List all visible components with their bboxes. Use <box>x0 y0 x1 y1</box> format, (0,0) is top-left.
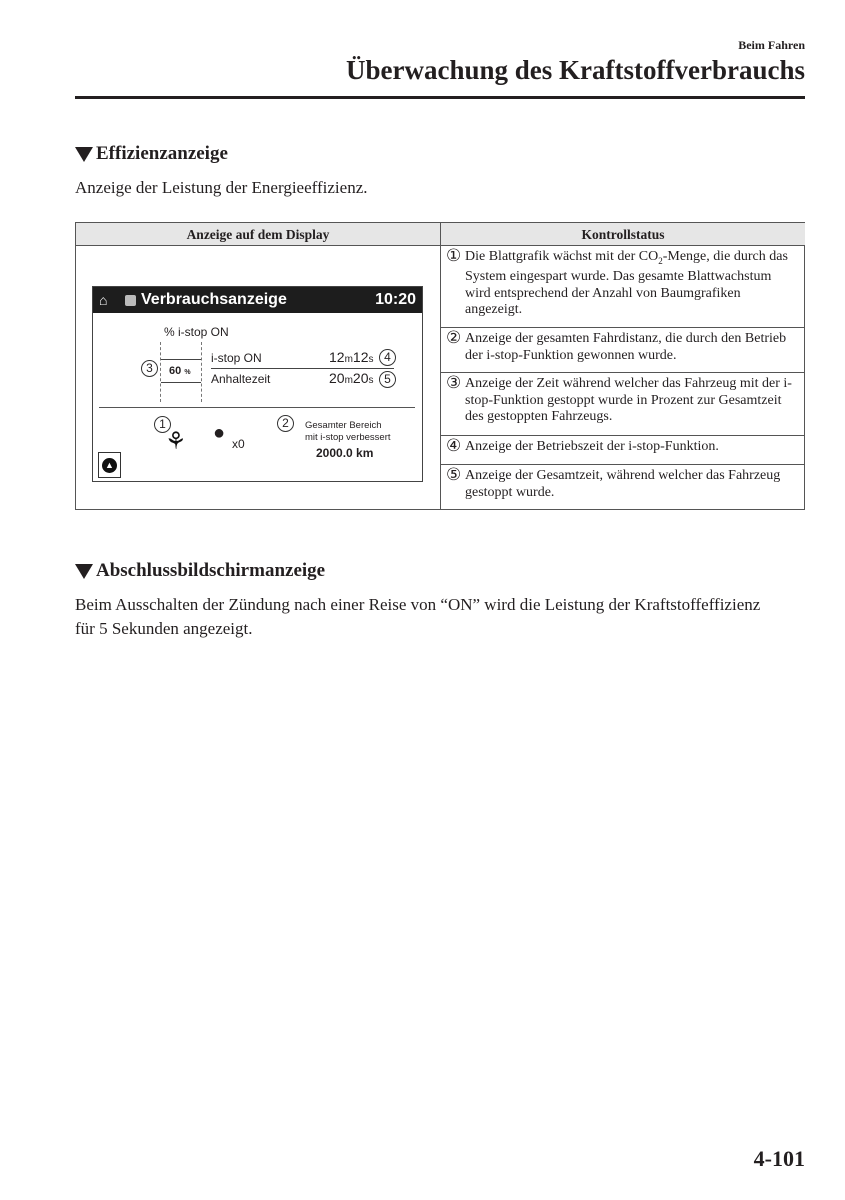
chevron-up-icon: ▲ <box>102 458 117 473</box>
screen-title-bar <box>93 287 422 313</box>
circled-number: ② <box>446 328 462 348</box>
stop-label: Anhaltezeit <box>211 372 271 386</box>
triangle-bullet-icon <box>75 564 93 579</box>
section-heading-efficiency <box>75 143 228 165</box>
gauge-unit: % <box>184 369 191 376</box>
row-text: Anzeige der Zeit während welcher das Fahrzeug mit der i-stop-Funktion gestoppt wurde in Prozent zur Gesamtzeit des gestoppten Fahrzeugs. <box>465 376 792 424</box>
callout-1: 1 <box>154 416 171 433</box>
row-text: Anzeige der Gesamtzeit, während welcher das Fahrzeug gestoppt wurde. <box>465 468 781 500</box>
triangle-bullet-icon <box>75 147 93 162</box>
row-text: Anzeige der Betriebszeit der i-stop-Funktion. <box>465 439 719 454</box>
gauge-fill <box>161 359 201 383</box>
section-intro: Anzeige der Leistung der Energieeffizienz. <box>75 178 368 197</box>
title-rule <box>75 96 805 99</box>
status-row-4 <box>441 436 805 465</box>
section-heading-final-screen <box>75 560 325 582</box>
page-title: Überwachung des Kraftstoffverbrauchs <box>346 55 805 85</box>
circled-number: ④ <box>446 436 462 456</box>
heading-text: Effizienzanzeige <box>96 143 228 164</box>
divider <box>211 368 394 369</box>
tree-icon: ● <box>213 422 226 444</box>
circled-number: ③ <box>446 373 462 393</box>
divider <box>99 407 415 408</box>
callout-5: 5 <box>379 371 396 388</box>
column-header-display: Anzeige auf dem Display <box>76 223 440 246</box>
istop-time: 12m12s <box>329 349 374 365</box>
status-row-2 <box>441 328 805 373</box>
row-text: -Menge, die durch das System eingespart wurde. Das gesamte Blattwachstum wird entsprechend der Anzahl von Baumgrafiken angezeigt. <box>465 249 788 318</box>
screen-title: Verbrauchsanzeige <box>141 291 287 308</box>
range-line1: Gesamter Bereich <box>305 420 382 431</box>
range-value: 2000.0 km <box>316 446 374 460</box>
range-line2: mit i-stop verbessert <box>305 432 391 443</box>
callout-2: 2 <box>277 415 294 432</box>
gauge-value: 60 <box>169 365 182 377</box>
leaf-sprout-icon: ⚘ <box>165 428 187 455</box>
gauge-label: % i-stop ON <box>164 325 229 339</box>
status-row-5 <box>441 465 805 510</box>
callout-4: 4 <box>379 349 396 366</box>
istop-label: i-stop ON <box>211 351 262 365</box>
page-number: 4-101 <box>753 1146 805 1171</box>
app-icon <box>125 295 136 306</box>
stop-time: 20m20s <box>329 370 374 386</box>
callout-3: 3 <box>141 360 158 377</box>
row-text: Die Blattgrafik wächst mit der CO <box>465 249 659 264</box>
tree-count: x0 <box>232 437 245 451</box>
display-screen-illustration <box>92 286 423 482</box>
status-row-1 <box>441 246 805 328</box>
circled-number: ⑤ <box>446 465 462 485</box>
subscript: 2 <box>658 255 663 266</box>
home-icon: ⌂ <box>99 292 108 308</box>
chapter-label: Beim Fahren <box>738 38 805 52</box>
row-text: Anzeige der gesamten Fahrdistanz, die durch den Betrieb der i-stop-Funktion gewonnen wurde. <box>465 331 787 363</box>
scroll-up-button[interactable] <box>98 452 121 478</box>
gauge <box>160 342 202 402</box>
heading-text: Abschlussbildschirmanzeige <box>96 560 326 581</box>
circled-number: ① <box>446 246 462 266</box>
status-row-3 <box>441 373 805 436</box>
screen-time: 10:20 <box>375 291 416 308</box>
info-table <box>75 222 805 510</box>
column-header-status: Kontrollstatus <box>441 223 805 246</box>
section2-text: Beim Ausschalten der Zündung nach einer Reise von “ON” wird die Leistung der Kraftstoffeffizienz für 5 Sekunden angezeigt. <box>75 595 761 638</box>
